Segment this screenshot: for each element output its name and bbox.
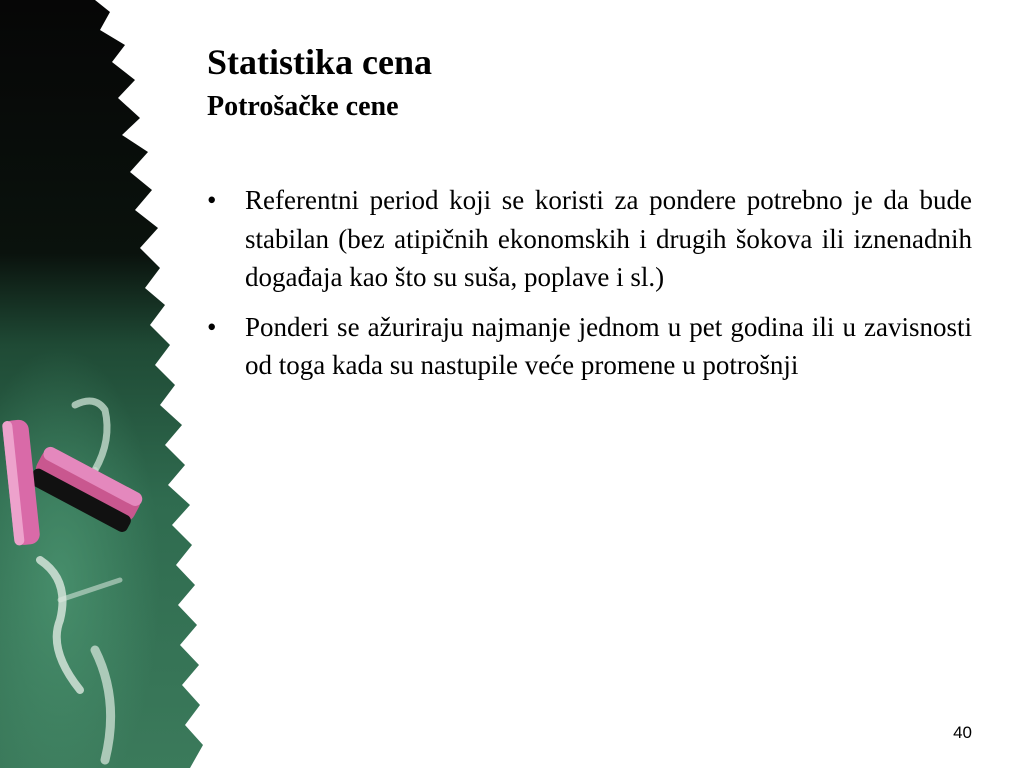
bullet-marker: • [207,185,217,215]
page-number: 40 [953,723,972,742]
bullet-item [207,308,972,385]
bullet-list [207,181,972,396]
slide-title: Statistika cena [207,42,432,82]
bullet-item [207,181,972,297]
bullet-text: Ponderi se ažuriraju najmanje jednom u pet godina ili u zavisnosti od toga kada su nastupile veće promene u potrošnji [245,311,972,380]
slide-subtitle: Potrošačke cene [207,91,399,122]
chalkboard-decoration [0,0,230,768]
bullet-text: Referentni period koji se koristi za pondere potrebno je da bude stabilan (bez atipičnih ekonomskih i drugih šokova ili iznenadnih događaja kao što su suša, poplave i sl.) [245,185,972,292]
bullet-marker: • [207,311,217,342]
